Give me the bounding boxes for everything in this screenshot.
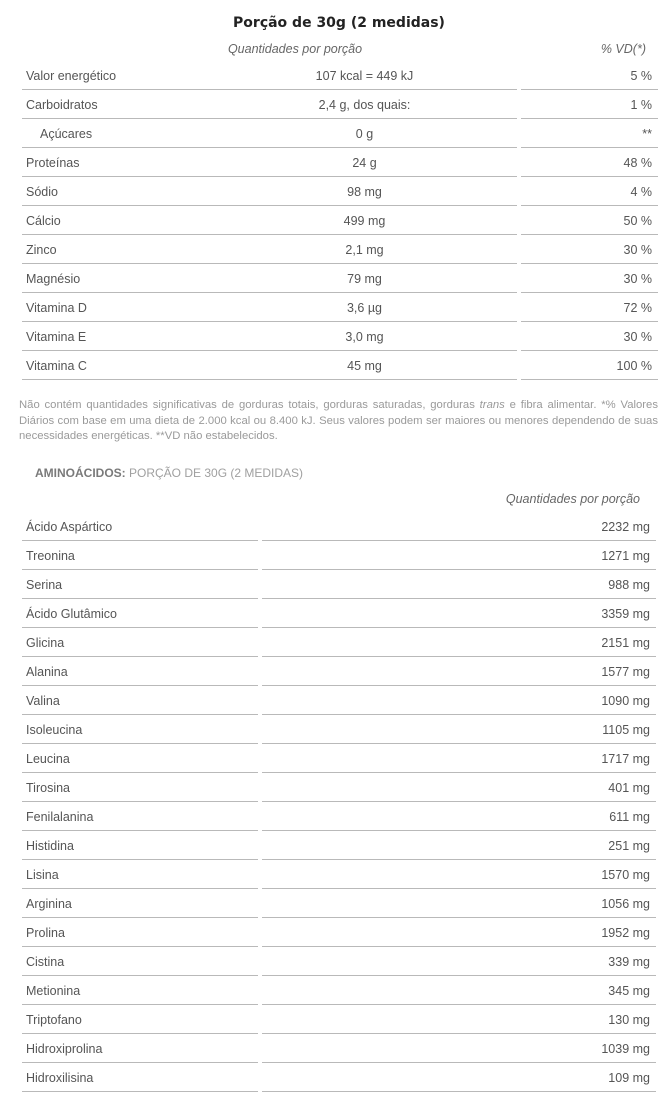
amino-row [22, 802, 656, 831]
nutrient-daily-value: ** [521, 119, 658, 148]
amino-row [22, 889, 656, 918]
footnote-text-2: e fibra alimentar. *% Valores Diários com base em uma dieta de 2.000 kcal ou 8.400 kJ. Seus valores podem ser maiores ou menores dependendo de suas necessidades energéticas. **VD não estabelecidos. [19, 399, 658, 442]
amino-name: Isoleucina [22, 715, 258, 744]
amino-row [22, 1063, 656, 1092]
amino-quantity: 339 mg [262, 947, 656, 976]
nutrient-quantity: 2,4 g, dos quais: [212, 90, 517, 119]
amino-name: Tirosina [22, 773, 258, 802]
amino-row [22, 657, 656, 686]
amino-row [22, 715, 656, 744]
amino-name: Triptofano [22, 1005, 258, 1034]
amino-quantity: 1271 mg [262, 541, 656, 570]
amino-row [22, 1005, 656, 1034]
amino-quantity: 1717 mg [262, 744, 656, 773]
amino-name: Histidina [22, 831, 258, 860]
amino-quantity: 3359 mg [262, 599, 656, 628]
footnote [19, 398, 658, 445]
nutrient-quantity: 98 mg [212, 177, 517, 206]
nutrient-daily-value: 1 % [521, 90, 658, 119]
amino-quantity: 1105 mg [262, 715, 656, 744]
amino-quantity: 611 mg [262, 802, 656, 831]
amino-quantity: 1039 mg [262, 1034, 656, 1063]
amino-row [22, 686, 656, 715]
nutrient-name: Açúcares [22, 119, 212, 148]
amino-quantity: 2232 mg [262, 512, 656, 541]
serving-title: Porção de 30g (2 medidas) [233, 15, 445, 31]
amino-name: Hidroxilisina [22, 1063, 258, 1092]
nutrient-daily-value: 30 % [521, 235, 658, 264]
amino-quantity: 1056 mg [262, 889, 656, 918]
nutrition-row [22, 148, 658, 177]
nutrient-name: Vitamina D [22, 293, 212, 322]
amino-title-rest: PORÇÃO DE 30G (2 MEDIDAS) [125, 466, 304, 480]
nutrient-name: Proteínas [22, 148, 212, 177]
nutrition-row [22, 235, 658, 264]
nutrient-quantity: 499 mg [212, 206, 517, 235]
nutrient-quantity: 2,1 mg [212, 235, 517, 264]
amino-quantity: 988 mg [262, 570, 656, 599]
amino-quantity: 1952 mg [262, 918, 656, 947]
amino-row [22, 947, 656, 976]
amino-row [22, 773, 656, 802]
nutrition-row [22, 90, 658, 119]
amino-section-title [35, 466, 303, 480]
nutrition-row [22, 206, 658, 235]
amino-name: Prolina [22, 918, 258, 947]
nutrient-quantity: 79 mg [212, 264, 517, 293]
amino-name: Ácido Aspártico [22, 512, 258, 541]
amino-row [22, 512, 656, 541]
amino-name: Fenilalanina [22, 802, 258, 831]
amino-row [22, 831, 656, 860]
amino-row [22, 628, 656, 657]
nutrient-name: Zinco [22, 235, 212, 264]
amino-row [22, 976, 656, 1005]
nutrient-daily-value: 30 % [521, 322, 658, 351]
amino-row [22, 570, 656, 599]
nutrient-name: Sódio [22, 177, 212, 206]
nutrition-row [22, 177, 658, 206]
nutrition-row [22, 351, 658, 380]
nutrient-name: Vitamina C [22, 351, 212, 380]
amino-quantity: 1090 mg [262, 686, 656, 715]
nutrient-name: Magnésio [22, 264, 212, 293]
amino-quantity-header: Quantidades por porção [505, 492, 640, 506]
nutrition-row [22, 61, 658, 90]
amino-quantity: 251 mg [262, 831, 656, 860]
nutrient-name: Vitamina E [22, 322, 212, 351]
nutrient-daily-value: 100 % [521, 351, 658, 380]
nutrition-row [22, 264, 658, 293]
nutrient-daily-value: 4 % [521, 177, 658, 206]
amino-quantity: 1570 mg [262, 860, 656, 889]
nutrient-quantity: 107 kcal = 449 kJ [212, 61, 517, 90]
nutrient-quantity: 3,0 mg [212, 322, 517, 351]
amino-row [22, 599, 656, 628]
amino-row [22, 541, 656, 570]
amino-name: Alanina [22, 657, 258, 686]
nutrient-daily-value: 48 % [521, 148, 658, 177]
nutrient-daily-value: 5 % [521, 61, 658, 90]
amino-quantity: 2151 mg [262, 628, 656, 657]
nutrient-name: Cálcio [22, 206, 212, 235]
quantity-column-header: Quantidades por porção [227, 42, 363, 56]
amino-name: Hidroxiprolina [22, 1034, 258, 1063]
amino-title-bold: AMINOÁCIDOS: [35, 466, 126, 480]
nutrient-daily-value: 50 % [521, 206, 658, 235]
amino-acid-table [22, 512, 656, 1092]
nutrition-table [22, 61, 658, 380]
amino-name: Glicina [22, 628, 258, 657]
nutrient-quantity: 45 mg [212, 351, 517, 380]
nutrient-quantity: 3,6 µg [212, 293, 517, 322]
amino-name: Metionina [22, 976, 258, 1005]
nutrient-name: Valor energético [22, 61, 212, 90]
nutrient-daily-value: 72 % [521, 293, 658, 322]
nutrition-row [22, 119, 658, 148]
nutrient-quantity: 24 g [212, 148, 517, 177]
nutrient-daily-value: 30 % [521, 264, 658, 293]
amino-row [22, 1034, 656, 1063]
amino-row [22, 860, 656, 889]
amino-name: Valina [22, 686, 258, 715]
nutrition-row [22, 322, 658, 351]
amino-quantity: 345 mg [262, 976, 656, 1005]
footnote-trans: trans [479, 399, 505, 411]
amino-name: Cistina [22, 947, 258, 976]
amino-name: Treonina [22, 541, 258, 570]
amino-name: Leucina [22, 744, 258, 773]
nutrient-name: Carboidratos [22, 90, 212, 119]
amino-quantity: 1577 mg [262, 657, 656, 686]
amino-quantity: 130 mg [262, 1005, 656, 1034]
daily-value-column-header: % VD(*) [600, 42, 646, 56]
amino-name: Arginina [22, 889, 258, 918]
amino-quantity: 401 mg [262, 773, 656, 802]
footnote-text-1: Não contém quantidades significativas de gorduras totais, gorduras saturadas, gorduras [19, 399, 480, 411]
amino-quantity: 109 mg [262, 1063, 656, 1092]
amino-name: Ácido Glutâmico [22, 599, 258, 628]
nutrition-row [22, 293, 658, 322]
amino-name: Serina [22, 570, 258, 599]
nutrient-quantity: 0 g [212, 119, 517, 148]
amino-row [22, 918, 656, 947]
amino-name: Lisina [22, 860, 258, 889]
amino-row [22, 744, 656, 773]
